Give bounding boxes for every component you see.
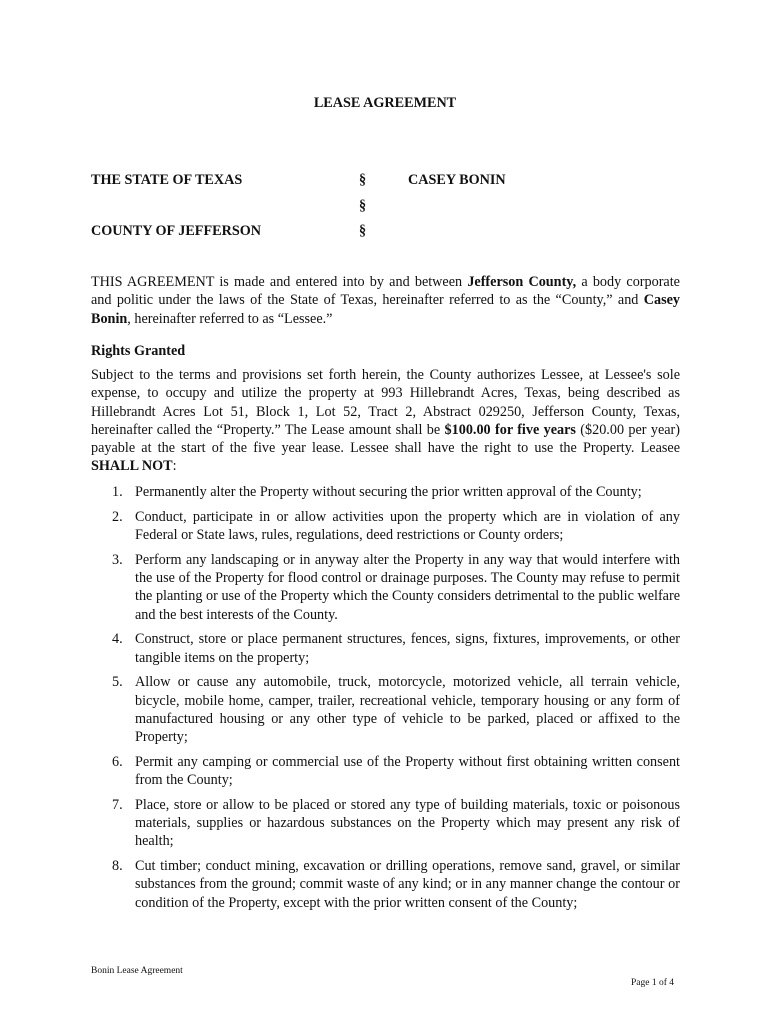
list-item [91, 483, 680, 501]
list-item [91, 796, 680, 851]
section-symbol: § [359, 172, 367, 188]
list-item [91, 551, 680, 624]
list-number: 4. [112, 631, 123, 648]
restrictions-list [91, 483, 680, 918]
list-item [91, 857, 680, 912]
list-item [91, 673, 680, 746]
section-symbol: § [359, 198, 367, 214]
caption-state: THE STATE OF TEXAS [91, 172, 243, 188]
list-item [91, 508, 680, 545]
caption-party: CASEY BONIN [408, 172, 506, 188]
rights-paragraph [91, 366, 680, 476]
list-text: Construct, store or place permanent structures, fences, signs, fixtures, improvements, or other tangible items on the property; [135, 631, 680, 666]
list-text: Perform any landscaping or in anyway alter the Property in any way that would interfere with the use of the Property for flood control or drainage purposes. The County may refuse to permit the planting or use of the Property which the County considers detrimental to the public welfare and the best interests of the County. [135, 551, 680, 623]
footer-page-number: Page 1 of 4 [631, 978, 675, 988]
list-number: 5. [112, 674, 123, 691]
section-symbol: § [359, 223, 367, 239]
intro-text: a body corporate and politic under the laws of the State of Texas, hereinafter referred to as the “County,” and [91, 274, 680, 309]
list-text: Place, store or allow to be placed or stored any type of building materials, toxic or poisonous materials, supplies or hazardous substances on the Property which may present any risk of health; [135, 796, 680, 850]
list-text: Permit any camping or commercial use of the Property without first obtaining written consent from the County; [135, 753, 680, 789]
lease-amount: $100.00 for five years [444, 421, 576, 438]
list-number: 2. [112, 508, 123, 525]
caption-county: COUNTY OF JEFFERSON [91, 223, 261, 239]
list-text: Permanently alter the Property without securing the prior written approval of the County; [135, 484, 642, 500]
intro-text: , hereinafter referred to as “Lessee.” [127, 310, 333, 327]
list-number: 7. [112, 796, 123, 813]
list-text: Conduct, participate in or allow activities upon the property which are in violation of any Federal or State laws, rules, regulations, deed restrictions or County orders; [135, 508, 680, 543]
list-item [91, 630, 680, 667]
list-text: Cut timber; conduct mining, excavation or drilling operations, remove sand, gravel, or similar substances from the ground; commit waste of any kind; or in any manner change the contour or condition of the Property, except with the prior written consent of the County; [135, 858, 680, 911]
intro-lessee-name: Casey Bonin [91, 292, 680, 327]
rights-text: Subject to the terms and provisions set forth herein, the County authorizes Lessee, at Lessee's sole expense, to occupy and utilize the property at 993 Hillebrandt Acres, Texas, being described as Hillebrandt Acres Lot 51, Block 1, Lot 52, Tract 2, Abstract 029250, Jefferson County, Texas, hereinafter called the “Property.” The Lease amount shall be [91, 367, 680, 438]
list-number: 6. [112, 753, 123, 770]
footer-document-name: Bonin Lease Agreement [91, 966, 183, 976]
rights-heading: Rights Granted [91, 343, 186, 359]
list-number: 3. [112, 551, 123, 568]
document-title: LEASE AGREEMENT [313, 95, 457, 111]
list-number: 8. [112, 858, 123, 875]
intro-county-name: Jefferson County, [467, 274, 577, 290]
shall-not: SHALL NOT [91, 458, 173, 475]
intro-paragraph [91, 273, 680, 328]
list-item [91, 753, 680, 790]
rights-text: ($20.00 per year) payable at the start of the five year lease. Lessee shall have the right to use the Property. Leasee [91, 421, 680, 457]
list-text: Allow or cause any automobile, truck, motorcycle, motorized vehicle, all terrain vehicle, bicycle, mobile home, camper, trailer, recreational vehicle, temporary housing or any form of manufactured housing or any other type of vehicle to be parked, placed or affixed to the Property; [135, 674, 680, 746]
list-number: 1. [112, 484, 123, 500]
intro-text: THIS AGREEMENT is made and entered into by and between [91, 274, 468, 290]
rights-text: : [172, 458, 177, 475]
